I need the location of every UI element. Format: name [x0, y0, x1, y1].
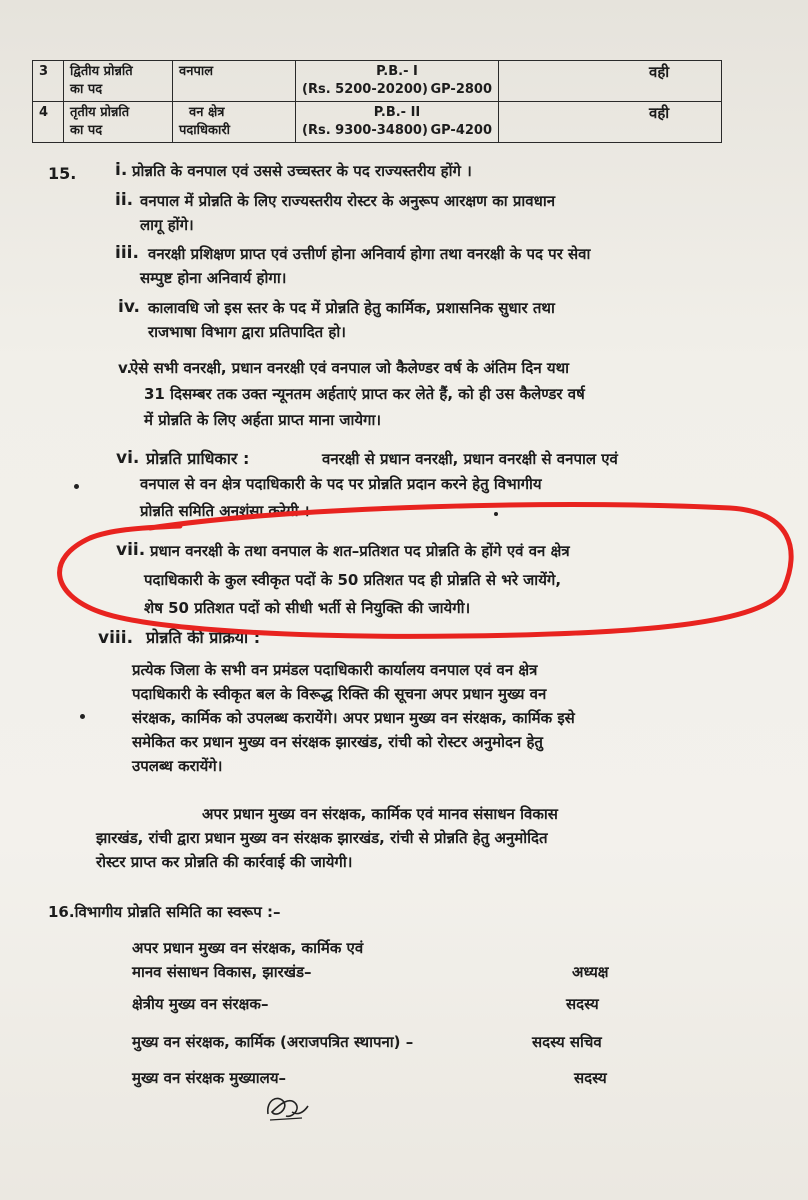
- paragraph-line: रोस्टर प्राप्त कर प्रोन्नति की कार्रवाई की जायेगी।: [96, 853, 353, 871]
- table-row: [33, 61, 722, 102]
- clause-viii-line: उपलब्ध करायेंगे।: [132, 757, 223, 775]
- clause-viii-line: समेकित कर प्रधान मुख्य वन संरक्षक झारखंड, रांची को रोस्टर अनुमोदन हेतु: [132, 733, 543, 751]
- clause-number: v.: [118, 359, 133, 377]
- clause-number: iii.: [115, 243, 139, 263]
- clause-viii-heading: प्रोन्नति की प्रक्रिया :: [146, 628, 261, 647]
- clause-viii-line: पदाधिकारी के स्वीकृत बल के विरूद्ध रिक्ति की सूचना अपर प्रधान मुख्य वन: [132, 685, 547, 703]
- remark-cell: वही: [499, 102, 722, 143]
- member-role: सदस्य सचिव: [532, 1033, 602, 1051]
- clause-vii-line: पदाधिकारी के कुल स्वीकृत पदों के 50 प्रतिशत पद ही प्रोन्नति से भरे जायेंगे,: [144, 571, 562, 589]
- clause-number: viii.: [98, 628, 134, 648]
- clause-viii-line: संरक्षक, कार्मिक को उपलब्ध करायेंगे। अपर प्रधान मुख्य वन संरक्षक, कार्मिक इसे: [132, 709, 575, 727]
- clause-vi-heading: प्रोन्नति प्राधिकार :: [146, 449, 250, 468]
- clause-vii-line: प्रधान वनरक्षी के तथा वनपाल के शत–प्रतिशत पद प्रोन्नति के होंगे एवं वन क्षेत्र: [150, 542, 570, 560]
- designation-line: पदाधिकारी: [179, 123, 231, 138]
- clause-v-line: 31 दिसम्बर तक उक्त न्यूनतम अर्हताएं प्राप्त कर लेते हैं, को ही उस कैलेण्डर वर्ष: [144, 385, 585, 403]
- paragraph-line: झारखंड, रांची द्वारा प्रधान मुख्य वन संरक्षक झारखंड, रांची से प्रोन्नति हेतु अनुमोदित: [96, 829, 548, 847]
- clause-vi-line: वनरक्षी से प्रधान वनरक्षी, प्रधान वनरक्षी से वनपाल एवं: [322, 450, 618, 468]
- clause-v-line: ऐसे सभी वनरक्षी, प्रधान वनरक्षी एवं वनपाल जो कैलेण्डर वर्ष के अंतिम दिन यथा: [130, 359, 570, 377]
- remark-cell: वही: [499, 61, 722, 102]
- row-number: 3: [33, 61, 64, 102]
- clause-number: vi.: [116, 448, 140, 468]
- member-role: अध्यक्ष: [572, 963, 609, 981]
- table-row: [33, 102, 722, 143]
- red-highlight-circle: [40, 500, 800, 650]
- designation-cell: वनपाल: [173, 61, 296, 102]
- clause-vii-line: शेष 50 प्रतिशत पदों को सीधी भर्ती से नियुक्ति की जायेगी।: [144, 599, 471, 617]
- clause-viii-line: प्रत्येक जिला के सभी वन प्रमंडल पदाधिकारी कार्यालय वनपाल एवं वन क्षेत्र: [132, 661, 538, 679]
- pay-band-cell: [296, 102, 499, 143]
- member-line: अपर प्रधान मुख्य वन संरक्षक, कार्मिक एवं: [132, 939, 364, 957]
- grade-pay: GP-2800: [430, 82, 492, 97]
- clause-vi-line: वनपाल से वन क्षेत्र पदाधिकारी के पद पर प्रोन्नति प्रदान करने हेतु विभागीय: [140, 475, 542, 493]
- clause-number: vii.: [116, 540, 146, 560]
- member-role: सदस्य: [574, 1069, 607, 1087]
- ink-dot: [74, 484, 79, 489]
- pay-scale: (Rs. 5200-20200): [302, 82, 428, 97]
- post-line: का पद: [70, 82, 103, 97]
- section-16-heading: 16.विभागीय प्रोन्नति समिति का स्वरूप :–: [48, 903, 281, 921]
- post-cell: [64, 61, 173, 102]
- pay-scale: (Rs. 9300-34800): [302, 123, 428, 138]
- clause-iii-line: वनरक्षी प्रशिक्षण प्राप्त एवं उत्तीर्ण होना अनिवार्य होगा तथा वनरक्षी के पद पर सेवा: [148, 245, 591, 263]
- clause-ii-line: लागू होंगे।: [140, 216, 194, 234]
- clause-i-line: प्रोन्नति के वनपाल एवं उससे उच्चस्तर के पद राज्यस्तरीय होंगे ।: [132, 162, 472, 180]
- member-line: मुख्य वन संरक्षक, कार्मिक (अराजपत्रित स्थापना) –: [132, 1033, 414, 1051]
- clause-iv-line: कालावधि जो इस स्तर के पद में प्रोन्नति हेतु कार्मिक, प्रशासनिक सुधार तथा: [148, 299, 555, 317]
- post-line: का पद: [70, 123, 103, 138]
- post-line: तृतीय प्रोन्नति: [70, 105, 130, 120]
- ink-dot: [80, 714, 85, 719]
- clause-v-line: में प्रोन्नति के लिए अर्हता प्राप्त माना जायेगा।: [144, 411, 382, 429]
- row-number: 4: [33, 102, 64, 143]
- member-line: क्षेत्रीय मुख्य वन संरक्षक–: [132, 995, 269, 1013]
- clause-vi-line: प्रोन्नति समिति अनुशंसा करेगी ।: [140, 502, 310, 520]
- clause-ii-line: वनपाल में प्रोन्नति के लिए राज्यस्तरीय रोस्टर के अनुरूप आरक्षण का प्रावधान: [140, 192, 556, 210]
- clause-iii-line: सम्पुष्ट होना अनिवार्य होगा।: [140, 269, 287, 287]
- clause-number: ii.: [115, 190, 134, 210]
- post-line: द्वितीय प्रोन्नति: [70, 64, 133, 79]
- pay-band-cell: [296, 61, 499, 102]
- post-cell: [64, 102, 173, 143]
- pay-band: P.B.- I: [376, 64, 418, 79]
- clause-number: iv.: [118, 297, 140, 317]
- designation-line: वन क्षेत्र: [189, 105, 225, 120]
- paragraph-line: अपर प्रधान मुख्य वन संरक्षक, कार्मिक एवं मानव संसाधन विकास: [202, 805, 558, 823]
- designation-cell: [173, 102, 296, 143]
- member-role: सदस्य: [566, 995, 599, 1013]
- pay-scale-table: [32, 60, 722, 143]
- member-line: मानव संसाधन विकास, झारखंड–: [132, 963, 312, 981]
- section-number: 15.: [48, 164, 77, 183]
- pay-band: P.B.- II: [373, 105, 421, 120]
- grade-pay: GP-4200: [430, 123, 492, 138]
- clause-number: i.: [115, 160, 128, 180]
- member-line: मुख्य वन संरक्षक मुख्यालय–: [132, 1069, 287, 1087]
- clause-iv-line: राजभाषा विभाग द्वारा प्रतिपादित हो।: [148, 323, 346, 341]
- signature-scribble: [262, 1088, 312, 1128]
